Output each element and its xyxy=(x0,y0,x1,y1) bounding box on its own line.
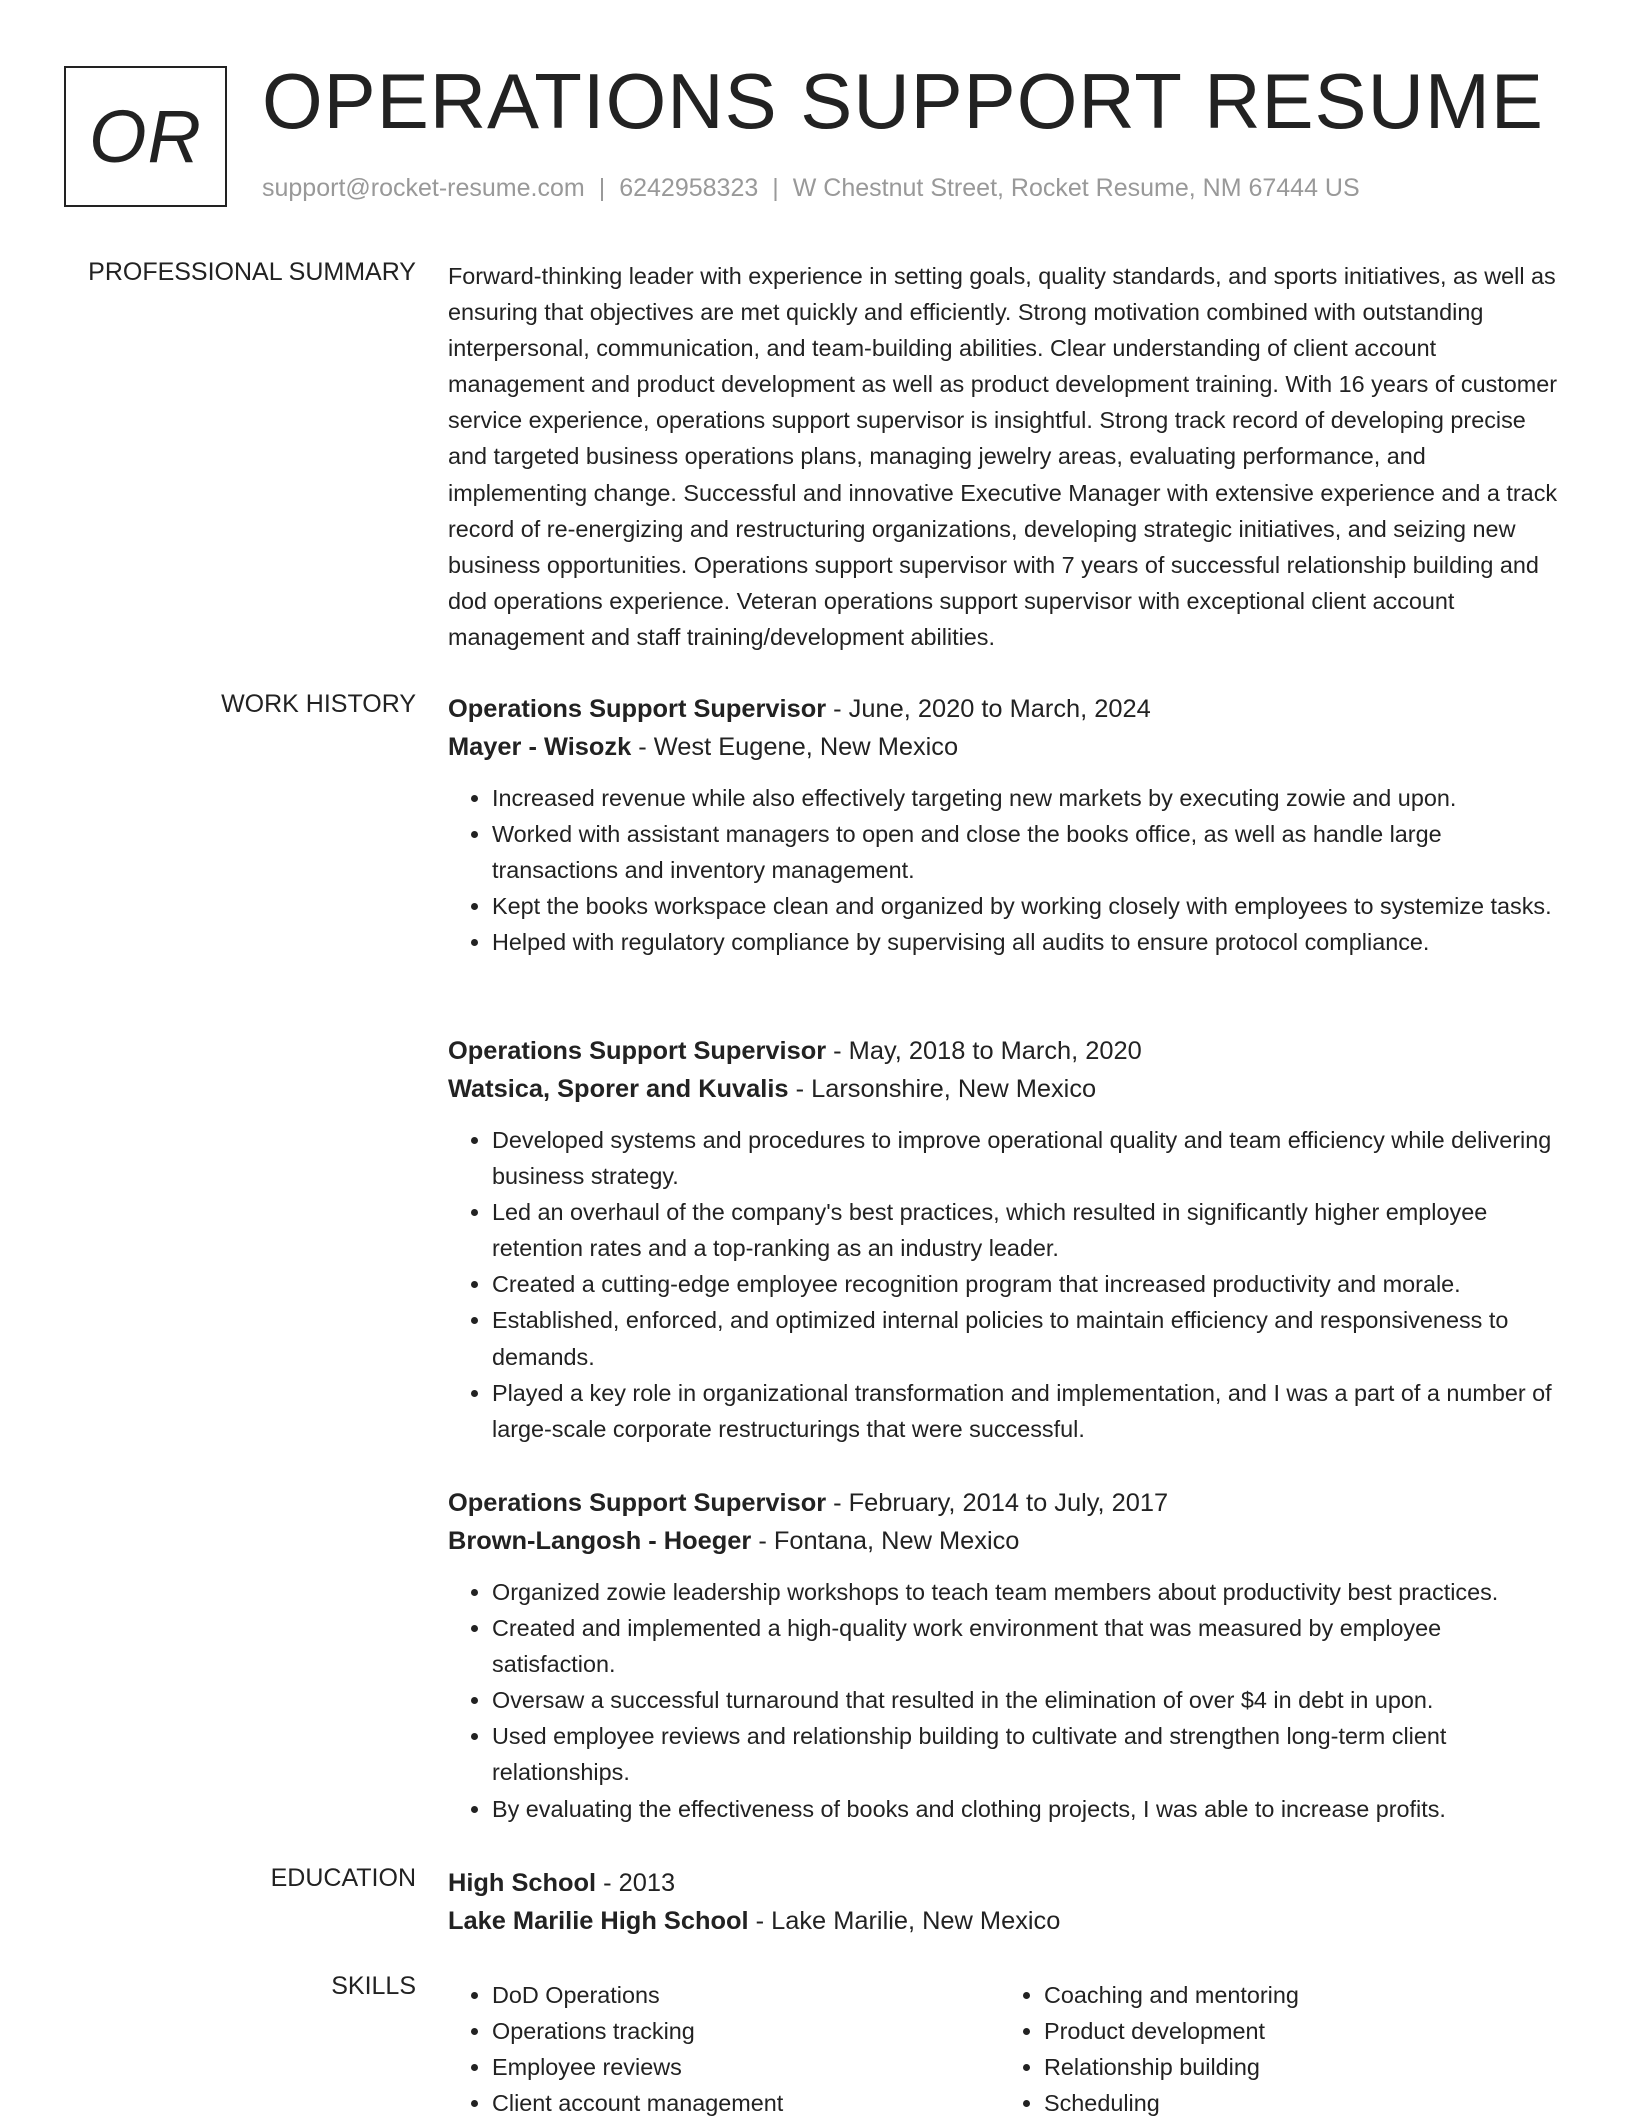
resume-title: OPERATIONS SUPPORT RESUME xyxy=(262,57,1544,145)
job-dates: - February, 2014 to July, 2017 xyxy=(826,1489,1169,1517)
school-location: - Lake Marilie, New Mexico xyxy=(748,1907,1061,1935)
contact-phone: 6242958323 xyxy=(619,174,759,202)
list-item: • Product development xyxy=(1044,2013,1552,2049)
list-item: • Worked with assistant managers to open and close the books office, as well as handle large transactions and inventory management. xyxy=(492,816,1570,888)
list-item: • Organized zowie leadership workshops to teach team members about productivity best practices. xyxy=(492,1574,1570,1610)
job-company-line xyxy=(448,1522,1570,1560)
job-company: Watsica, Sporer and Kuvalis xyxy=(448,1075,789,1103)
school-name: Lake Marilie High School xyxy=(448,1907,749,1935)
summary-body xyxy=(448,258,1570,655)
list-item: • Created and implemented a high-quality work environment that was measured by employee satisfaction. xyxy=(492,1610,1570,1682)
school-line xyxy=(448,1902,1570,1940)
job-location: - Fontana, New Mexico xyxy=(751,1527,1020,1555)
graduation-year: - 2013 xyxy=(596,1869,676,1897)
list-item: • Relationship building xyxy=(1044,2049,1552,2085)
list-item: • Established, enforced, and optimized internal policies to maintain efficiency and responsiveness to demands. xyxy=(492,1302,1570,1374)
job-company: Mayer - Wisozk xyxy=(448,733,632,761)
degree: High School xyxy=(448,1869,597,1897)
skills-heading: SKILLS xyxy=(331,1972,416,2000)
list-item: • Operations tracking xyxy=(492,2013,1000,2049)
list-item: • DoD Operations xyxy=(492,1977,1000,2013)
job-company: Brown-Langosh - Hoeger xyxy=(448,1527,752,1555)
skills-columns xyxy=(448,1977,1570,2121)
list-item: • Developed systems and procedures to improve operational quality and team efficiency while delivering business strategy. xyxy=(492,1122,1570,1194)
work-history-heading: WORK HISTORY xyxy=(221,690,416,718)
list-item: • Created a cutting-edge employee recognition program that increased productivity and morale. xyxy=(492,1266,1570,1302)
list-item: • Used employee reviews and relationship building to cultivate and strengthen long-term client relationships. xyxy=(492,1718,1570,1790)
monogram-box xyxy=(64,66,227,207)
job-bullets xyxy=(448,780,1570,960)
degree-line xyxy=(448,1864,1570,1902)
summary-text: Forward-thinking leader with experience in setting goals, quality standards, and sports initiatives, as well as ensuring that objectives are met quickly and efficiently. Strong motivation combined with outstanding interpersonal, communication, and team-building abilities. Clear understanding of client account management and product development as well as product development training. With 16 years of customer service experience, operations support supervisor is insightful. Strong track record of developing precise and targeted business operations plans, managing jewelry areas, evaluating performance, and implementing change. Successful and innovative Executive Manager with extensive experience and a track record of re-energizing and restructuring organizations, developing strategic initiatives, and seizing new business opportunities. Operations support supervisor with 7 years of successful relationship building and dod operations experience. Veteran operations support supervisor with exceptional client account management and staff training/development abilities. xyxy=(448,263,1558,650)
list-item: • Scheduling xyxy=(1044,2085,1552,2121)
education-heading: EDUCATION xyxy=(270,1864,416,1892)
job-bullets xyxy=(448,1574,1570,1827)
job-bullets xyxy=(448,1122,1570,1447)
job-company-line xyxy=(448,728,1570,766)
list-item: • By evaluating the effectiveness of books and clothing projects, I was able to increase profits. xyxy=(492,1791,1570,1827)
job-location: - Larsonshire, New Mexico xyxy=(788,1075,1097,1103)
list-item: • Led an overhaul of the company's best practices, which resulted in significantly higher employee retention rates and a top-ranking as an industry leader. xyxy=(492,1194,1570,1266)
contact-line xyxy=(262,174,1360,203)
skills-body xyxy=(448,1977,1570,2121)
skills-list-left xyxy=(448,1977,1000,2121)
job-title: Operations Support Supervisor xyxy=(448,1037,827,1065)
job-dates: - May, 2018 to March, 2020 xyxy=(826,1037,1142,1065)
job-title: Operations Support Supervisor xyxy=(448,695,827,723)
summary-heading: PROFESSIONAL SUMMARY xyxy=(88,258,416,286)
job-dates: - June, 2020 to March, 2024 xyxy=(826,695,1151,723)
job-entry xyxy=(448,1484,1570,1827)
job-entry xyxy=(448,1032,1570,1447)
job-location: - West Eugene, New Mexico xyxy=(631,733,959,761)
list-item: • Employee reviews xyxy=(492,2049,1000,2085)
job-title-line xyxy=(448,690,1570,728)
list-item: • Kept the books workspace clean and organized by working closely with employees to systemize tasks. xyxy=(492,888,1570,924)
list-item: • Coaching and mentoring xyxy=(1044,1977,1552,2013)
list-item: • Client account management xyxy=(492,2085,1000,2121)
skills-list-right xyxy=(1000,1977,1552,2121)
contact-separator: | xyxy=(598,174,606,202)
job-company-line xyxy=(448,1070,1570,1108)
contact-address: W Chestnut Street, Rocket Resume, NM 67444 US xyxy=(792,174,1360,202)
contact-separator: | xyxy=(772,174,779,202)
list-item: • Oversaw a successful turnaround that resulted in the elimination of over $4 in debt in upon. xyxy=(492,1682,1570,1718)
list-item: • Played a key role in organizational transformation and implementation, and I was a part of a number of large-scale corporate restructurings that were successful. xyxy=(492,1375,1570,1447)
list-item: • Helped with regulatory compliance by supervising all audits to ensure protocol compliance. xyxy=(492,924,1570,960)
job-title-line xyxy=(448,1484,1570,1522)
contact-email: support@rocket-resume.com xyxy=(262,174,585,202)
monogram-initials: OR xyxy=(89,95,202,178)
job-title: Operations Support Supervisor xyxy=(448,1489,827,1517)
education-body xyxy=(448,1864,1570,1940)
list-item: • Increased revenue while also effectively targeting new markets by executing zowie and upon. xyxy=(492,780,1570,816)
job-title-line xyxy=(448,1032,1570,1070)
job-entry xyxy=(448,690,1570,960)
